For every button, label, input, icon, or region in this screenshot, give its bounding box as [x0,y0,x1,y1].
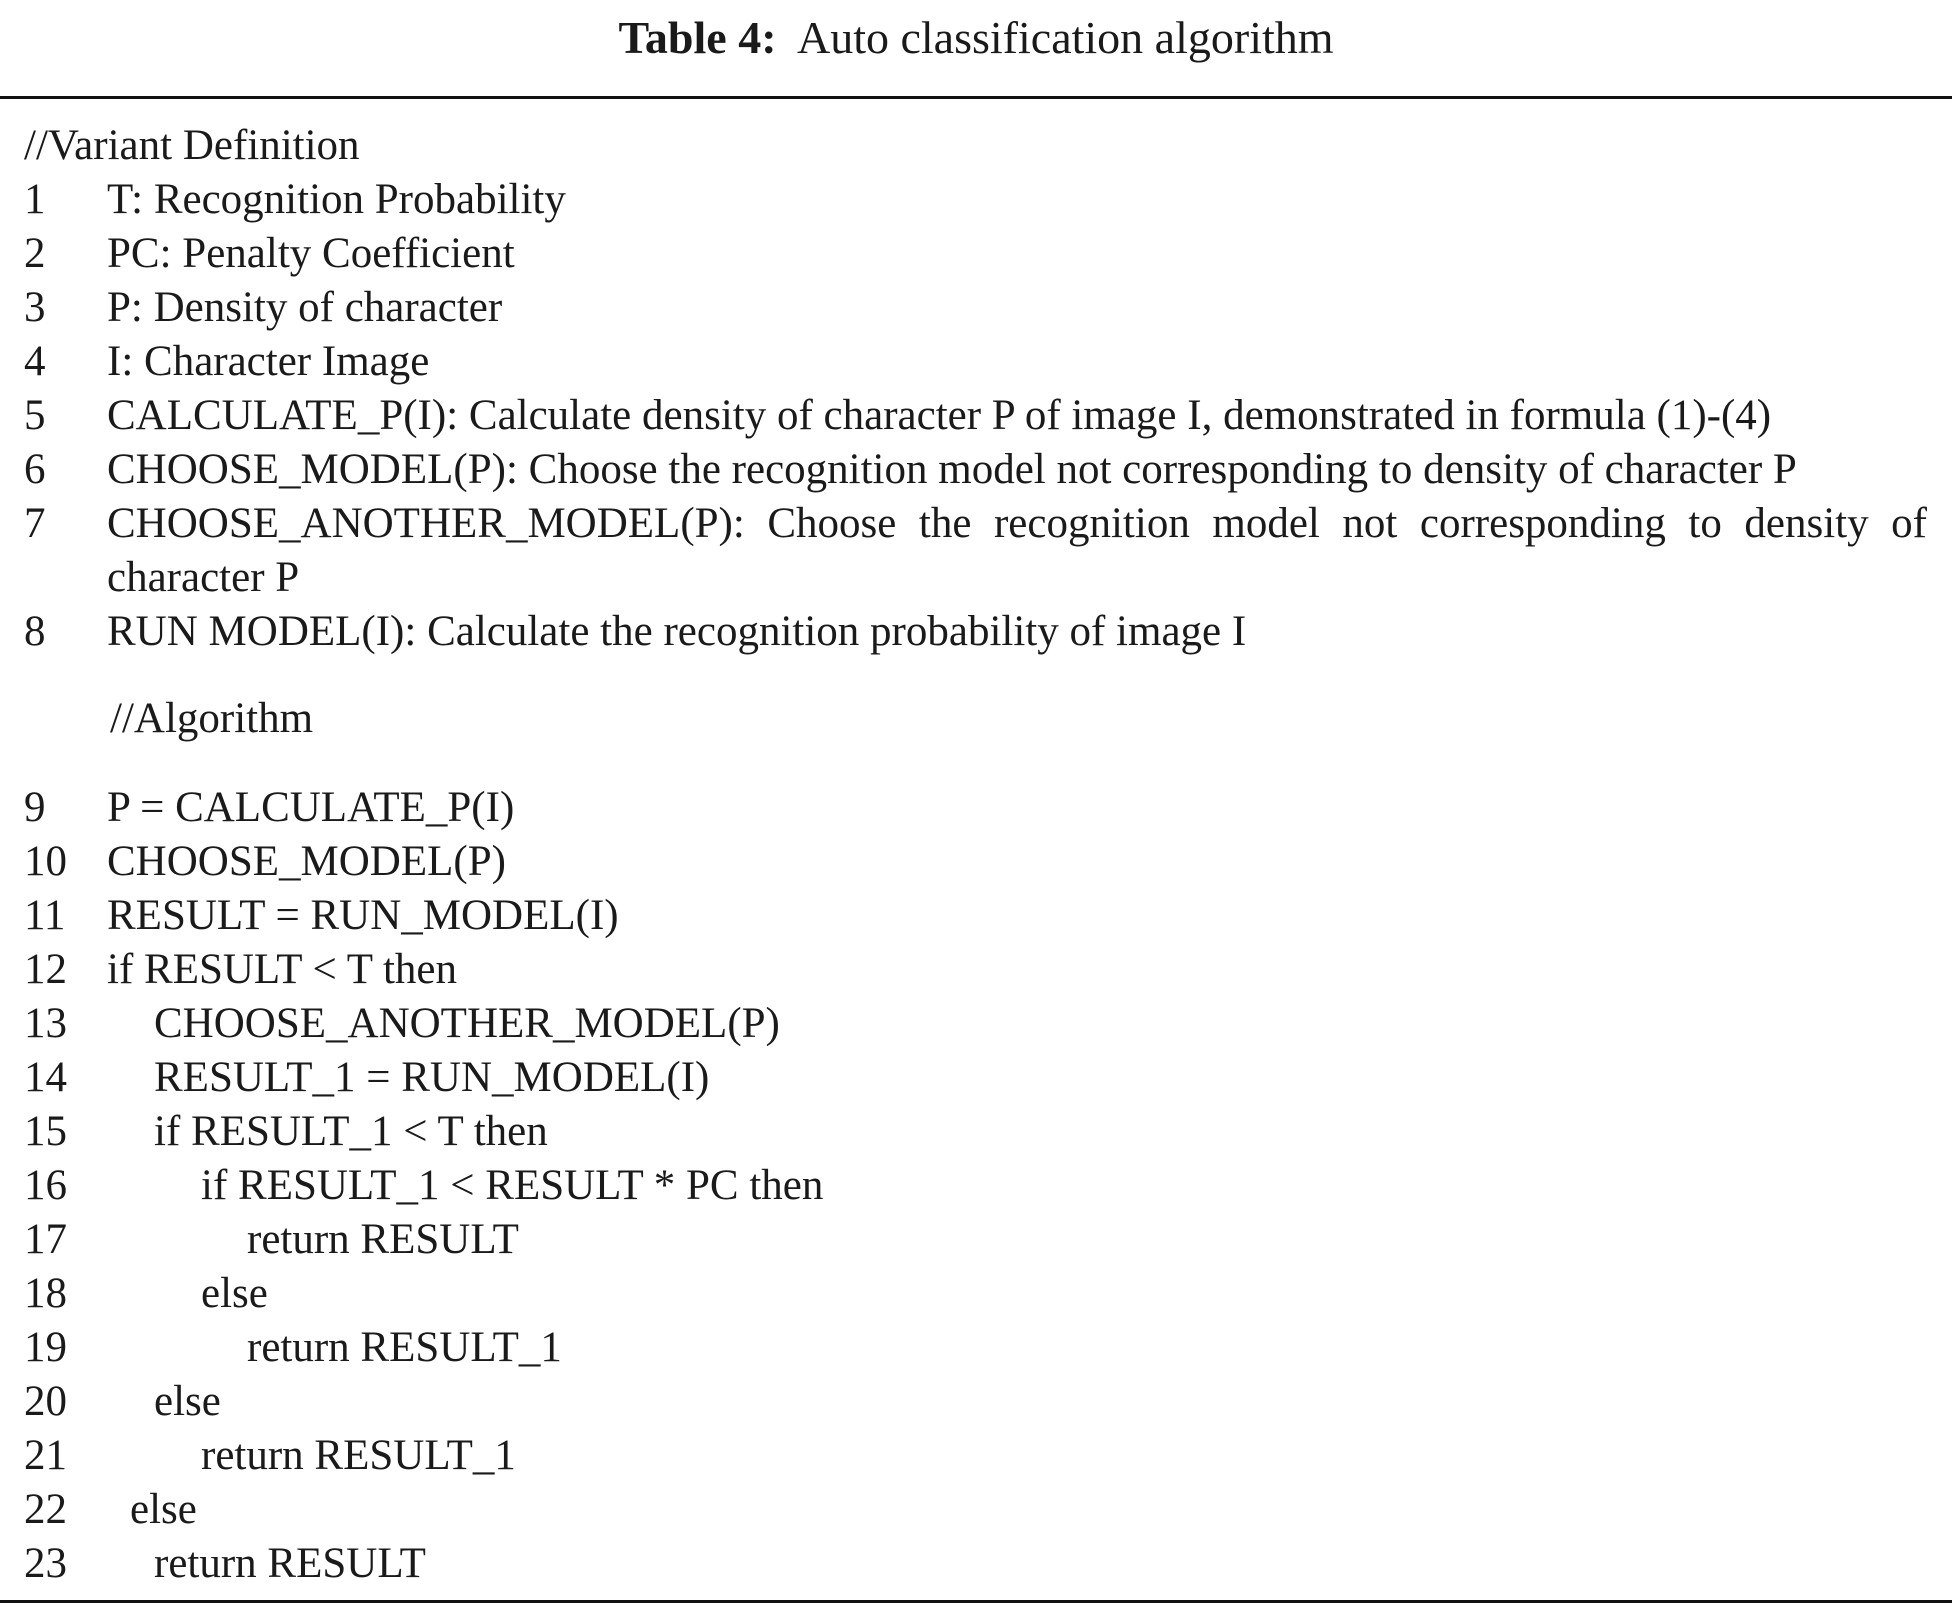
line-number: 18 [24,1270,67,1317]
code-line [0,1267,1952,1321]
code-line [0,1429,1952,1483]
code-line [0,389,1952,443]
bottom-rule [0,1600,1952,1603]
line-text: return RESULT [154,1540,426,1587]
line-number: 13 [24,1000,67,1047]
variant-definition-comment: //Variant Definition [24,122,360,169]
line-number: 8 [24,608,46,655]
caption-title: Auto classification algorithm [796,12,1334,63]
line-text: CALCULATE_P(I): Calculate density of character P of image I, demonstrated in formula (1)-(4) [107,392,1772,439]
line-text-continuation: character P [107,554,300,601]
code-line [0,889,1952,943]
line-text: CHOOSE_ANOTHER_MODEL(P) [154,1000,780,1047]
line-number: 20 [24,1378,67,1425]
code-line [0,1051,1952,1105]
line-text: CHOOSE_MODEL(P): Choose the recognition model not corresponding to density of character P [107,446,1797,493]
line-number: 4 [24,338,46,385]
line-text: return RESULT [247,1216,519,1263]
code-line [0,227,1952,281]
code-line [0,1375,1952,1429]
line-number: 23 [24,1540,67,1587]
line-text: if RESULT < T then [107,946,457,993]
line-number: 3 [24,284,46,331]
line-text: I: Character Image [107,338,430,385]
line-number: 2 [24,230,46,277]
line-number: 5 [24,392,46,439]
code-line-continuation [0,551,1952,605]
code-line [0,997,1952,1051]
code-line [0,1321,1952,1375]
line-number: 1 [24,176,46,223]
top-rule [0,96,1952,99]
code-line [0,835,1952,889]
line-number: 14 [24,1054,67,1101]
line-number: 17 [24,1216,67,1263]
line-text: RUN MODEL(I): Calculate the recognition probability of image I [107,608,1247,655]
table-caption [0,12,1952,64]
caption-label: Table 4: [618,12,777,63]
line-number: 9 [24,784,46,831]
code-line [0,335,1952,389]
code-line [0,1105,1952,1159]
line-text: T: Recognition Probability [107,176,566,223]
line-text: if RESULT_1 < T then [154,1108,548,1155]
line-number: 21 [24,1432,67,1479]
code-line [0,1213,1952,1267]
line-number: 19 [24,1324,67,1371]
line-number: 16 [24,1162,67,1209]
algorithm-comment: //Algorithm [110,695,314,742]
code-line [0,605,1952,659]
code-line [0,497,1952,551]
line-text: P = CALCULATE_P(I) [107,784,515,831]
line-number: 12 [24,946,67,993]
line-text: PC: Penalty Coefficient [107,230,515,277]
code-line [0,1483,1952,1537]
line-text: else [130,1486,197,1533]
line-text: RESULT_1 = RUN_MODEL(I) [154,1054,710,1101]
line-number: 10 [24,838,67,885]
line-text: if RESULT_1 < RESULT * PC then [201,1162,824,1209]
code-line [0,281,1952,335]
code-line [0,781,1952,835]
line-number: 6 [24,446,46,493]
line-text: return RESULT_1 [201,1432,516,1479]
line-text: P: Density of character [107,284,503,331]
code-line [0,943,1952,997]
code-line [0,173,1952,227]
line-number: 7 [24,500,46,547]
code-line [0,443,1952,497]
line-text: return RESULT_1 [247,1324,562,1371]
code-line [0,1537,1952,1591]
line-text: CHOOSE_MODEL(P) [107,838,506,885]
code-line [0,1159,1952,1213]
line-text: CHOOSE_ANOTHER_MODEL(P): Choose the recognition model not corresponding to density of [107,500,1927,547]
line-text: else [201,1270,268,1317]
line-number: 22 [24,1486,67,1533]
line-text: RESULT = RUN_MODEL(I) [107,892,619,939]
line-text: else [154,1378,221,1425]
line-number: 15 [24,1108,67,1155]
line-number: 11 [24,892,66,939]
